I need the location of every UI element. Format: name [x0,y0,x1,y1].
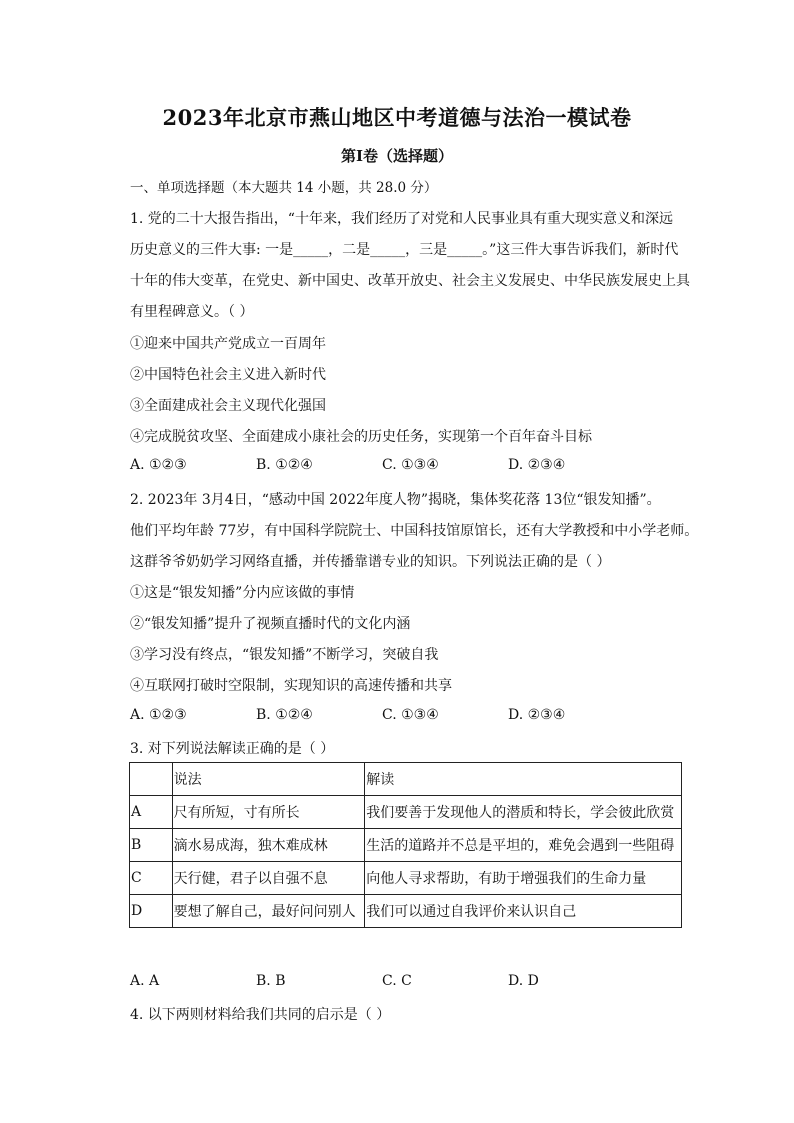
exam-title: 2023年北京市燕山地区中考道德与法治一模试卷 [162,105,632,130]
q2-option-a[interactable]: A. ①②③ [130,707,187,723]
q1-statement-4: ④完成脱贫攻坚、全面建成小康社会的历史任务，实现第一个百年奋斗目标 [130,429,592,445]
q1-line-2: 历史意义的三件大事: 一是_____，二是_____，三是_____。”这三件大事告诉我们，新时代 [130,242,679,258]
q2-option-c[interactable]: C. ①③④ [382,707,439,723]
q2-statement-2: ②“银发知播”提升了视频直播时代的文化内涵 [130,616,411,632]
q1-statement-3: ③全面建成社会主义现代化强国 [130,398,326,414]
q1-statement-2: ②中国特色社会主义进入新时代 [130,367,326,383]
q3-stem: 3. 对下列说法解读正确的是（ ） [130,741,335,757]
table-header-cell: 解读 [365,763,682,796]
q2-line-2: 他们平均年龄 77岁，有中国科学院院士、中国科技馆原馆长，还有大学教授和中小学老师。 [130,523,699,539]
table-header-cell: 说法 [172,763,365,796]
q3-option-d[interactable]: D. D [508,973,539,989]
q1-option-a[interactable]: A. ①②③ [130,457,187,473]
q1-statement-1: ①迎来中国共产党成立一百周年 [130,336,326,352]
q3-table [129,762,682,928]
table-cell: A [130,796,173,829]
q1-line-1: 1. 党的二十大报告指出，“十年来，我们经历了对党和人民事业具有重大现实意义和深远 [130,211,673,227]
q2-option-b[interactable]: B. ①②④ [256,707,313,723]
q4-stem: 4. 以下两则材料给我们共同的启示是（ ） [130,1007,391,1023]
table-cell: 天行健，君子以自强不息 [172,862,365,895]
table-cell: 滴水易成海，独木难成林 [172,829,365,862]
table-row [130,796,682,829]
table-cell: 我们可以通过自我评价来认识自己 [365,895,682,928]
q2-option-d[interactable]: D. ②③④ [508,707,566,723]
q1-line-4: 有里程碑意义。（ ） [130,304,254,320]
table-row [130,862,682,895]
q1-line-3: 十年的伟大变革，在党史、新中国史、改革开放史、社会主义发展史、中华民族发展史上具 [130,273,690,289]
table-cell: D [130,895,173,928]
volume-subtitle: 第Ⅰ卷（选择题） [340,147,454,165]
table-cell: 向他人寻求帮助，有助于增强我们的生命力量 [365,862,682,895]
table-cell: 我们要善于发现他人的潜质和特长，学会彼此欣赏 [365,796,682,829]
table-row [130,895,682,928]
table-header-cell [130,763,173,796]
table-cell: 要想了解自己，最好问问别人 [172,895,365,928]
q2-statement-1: ①这是“银发知播”分内应该做的事情 [130,585,355,601]
q3-option-c[interactable]: C. C [382,973,412,989]
q2-line-1: 2. 2023年 3月4日，“感动中国 2022年度人物”揭晓，集体奖花落 13位“银发知播”。 [130,492,661,508]
q2-statement-4: ④互联网打破时空限制，实现知识的高速传播和共享 [130,678,452,694]
table-row [130,829,682,862]
table-header-row [130,763,682,796]
q1-option-b[interactable]: B. ①②④ [256,457,313,473]
q2-line-3: 这群爷爷奶奶学习网络直播，并传播靠谱专业的知识。下列说法正确的是（ ） [130,554,611,570]
q1-option-d[interactable]: D. ②③④ [508,457,566,473]
q3-option-b[interactable]: B. B [256,973,286,989]
q1-option-c[interactable]: C. ①③④ [382,457,439,473]
table-cell: B [130,829,173,862]
q3-option-a[interactable]: A. A [130,973,160,989]
q2-statement-3: ③学习没有终点，“银发知播”不断学习，突破自我 [130,647,439,663]
section-heading: 一、单项选择题（本大题共 14 小题，共 28.0 分） [130,180,438,196]
table-cell: 尺有所短，寸有所长 [172,796,365,829]
table-cell: 生活的道路并不总是平坦的，难免会遇到一些阻碍 [365,829,682,862]
table-cell: C [130,862,173,895]
